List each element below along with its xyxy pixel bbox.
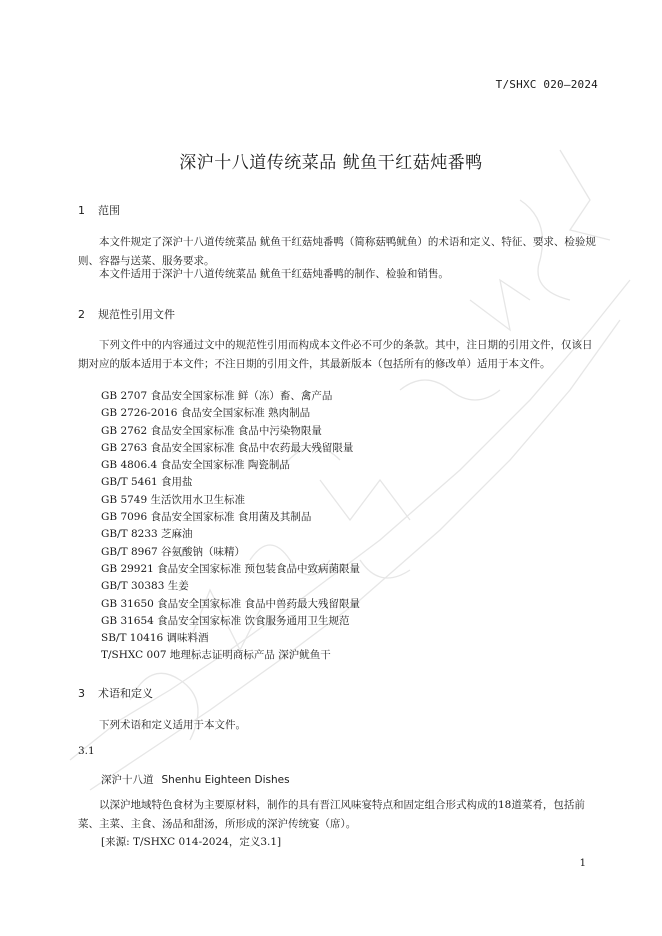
- terms-intro-paragraph: 下列术语和定义适用于本文件。: [99, 719, 246, 731]
- clause-number: 3.1: [78, 745, 95, 757]
- reference-item: GB/T 30383 生姜: [101, 580, 189, 593]
- section-heading-normative-references: [78, 306, 175, 322]
- term-entry: [101, 772, 290, 787]
- section-heading-scope: [78, 202, 120, 218]
- scope-paragraph-2: 本文件适用于深沪十八道传统菜品 鱿鱼干红菇炖番鸭的制作、检验和销售。: [99, 268, 449, 280]
- section-heading-terms: [78, 685, 153, 701]
- section-number: 1: [78, 204, 85, 217]
- reference-item: GB 2763 食品安全国家标准 食品中农药最大残留限量: [101, 441, 354, 454]
- reference-item: GB/T 8233 芝麻油: [101, 528, 193, 541]
- reference-item: GB 7096 食品安全国家标准 食用菌及其制品: [101, 511, 312, 524]
- reference-item: GB/T 8967 谷氨酸钠（味精）: [101, 545, 246, 558]
- section-title: 术语和定义: [98, 687, 153, 700]
- reference-item: GB 31650 食品安全国家标准 食品中兽药最大残留限量: [101, 597, 361, 610]
- reference-item: GB 4806.4 食品安全国家标准 陶瓷制品: [101, 459, 290, 472]
- term-chinese: 深沪十八道: [101, 774, 154, 786]
- reference-item: GB 2707 食品安全国家标准 鲜（冻）畜、禽产品: [101, 390, 333, 402]
- section-number: 3: [78, 687, 85, 700]
- scope-paragraph-1: 本文件规定了深沪十八道传统菜品 鱿鱼干红菇炖番鸭（简称菇鸭鱿鱼）的术语和定义、特征、要求、检验规则、容器与送菜、服务要求。: [78, 236, 596, 267]
- reference-list: [101, 388, 360, 665]
- reference-item: T/SHXC 007 地理标志证明商标产品 深沪鱿鱼干: [101, 649, 331, 662]
- section-title: 规范性引用文件: [98, 308, 175, 321]
- section-number: 2: [78, 308, 85, 321]
- section-title: 范围: [98, 204, 120, 217]
- term-source: [来源: T/SHXC 014-2024，定义3.1]: [101, 836, 282, 848]
- standard-code: T/SHXC 020—2024: [495, 78, 598, 91]
- reference-item: GB 5749 生活饮用水卫生标准: [101, 493, 246, 506]
- reference-item: GB 31654 食品安全国家标准 饮食服务通用卫生规范: [101, 614, 350, 627]
- term-english: Shenhu Eighteen Dishes: [161, 774, 290, 786]
- reference-item: GB/T 5461 食用盐: [101, 476, 193, 489]
- normative-intro-paragraph: 下列文件中的内容通过文中的规范性引用而构成本文件必不可少的条款。其中，注日期的引用文件，仅该日期对应的版本适用于本文件；不注日期的引用文件，其最新版本（包括所有的修改单）适用于本文件。: [78, 339, 593, 370]
- reference-item: GB 2762 食品安全国家标准 食品中污染物限量: [101, 424, 322, 437]
- reference-item: SB/T 10416 调味料酒: [101, 632, 209, 645]
- reference-item: GB 29921 食品安全国家标准 预包装食品中致病菌限量: [101, 562, 361, 575]
- reference-item: GB 2726-2016 食品安全国家标准 熟肉制品: [101, 407, 311, 420]
- document-title: 深沪十八道传统菜品 鱿鱼干红菇炖番鸭: [179, 153, 483, 173]
- page-number: 1: [579, 858, 586, 869]
- term-definition: 以深沪地域特色食材为主要原材料，制作的具有晋江风味宴特点和固定组合形式构成的18道菜肴，包括前菜、主菜、主食、汤品和甜汤，所形成的深沪传统宴（席）。: [78, 799, 585, 830]
